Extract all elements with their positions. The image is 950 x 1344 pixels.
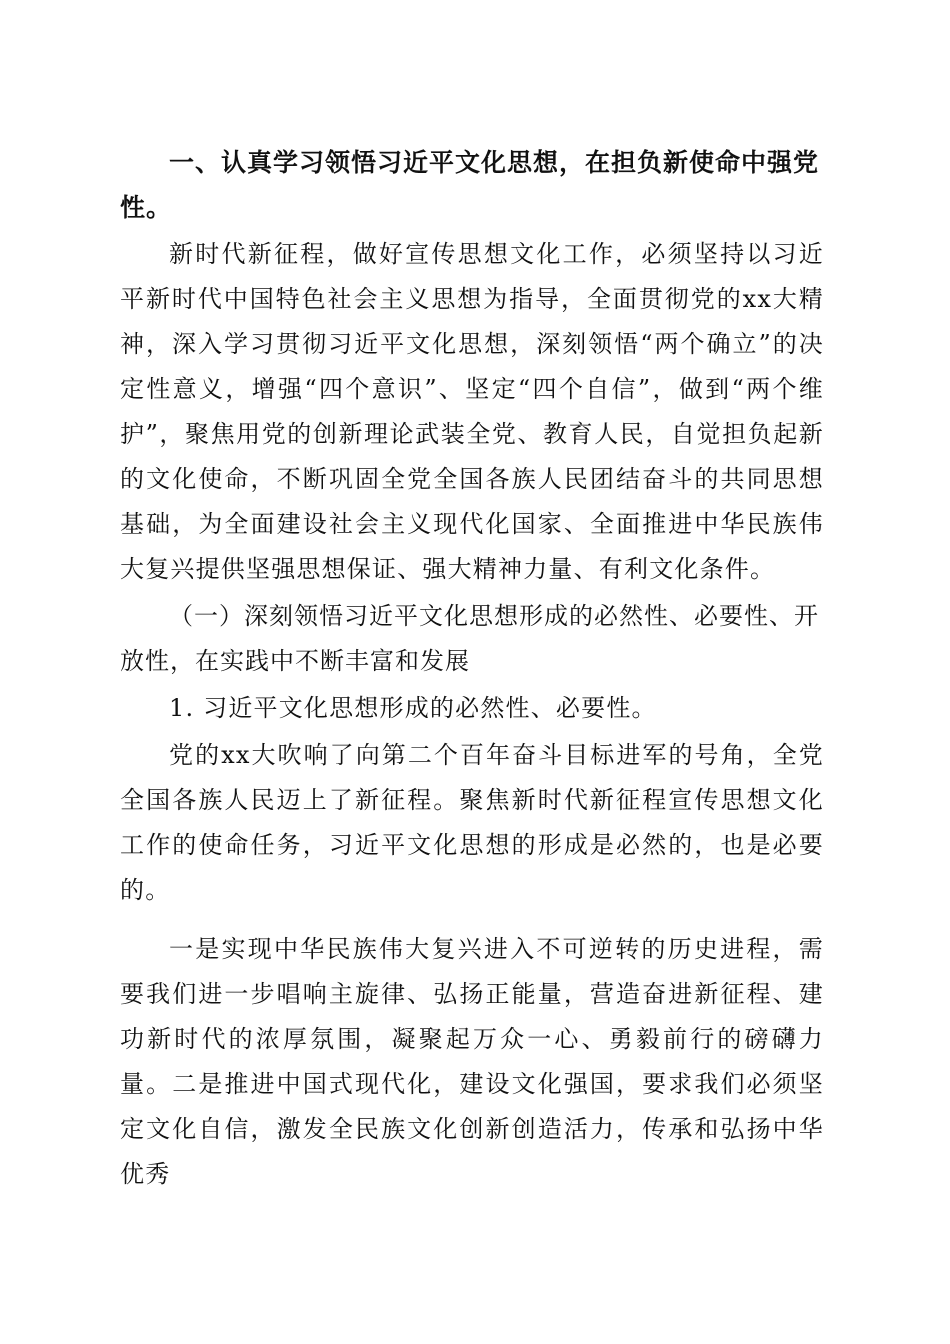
body-paragraph: 党的xx大吹响了向第二个百年奋斗目标进军的号角，全党全国各族人民迈上了新征程。聚焦新时代新征程宣传思想文化工作的使命任务，习近平文化思想的形成是必然的，也是必要的。 [120, 741, 824, 904]
subsection-heading: （一）深刻领悟习近平文化思想形成的必然性、必要性、开放性，在实践中不断丰富和发展 [120, 602, 819, 675]
document-body [120, 140, 824, 1197]
section-heading: 一、认真学习领悟习近平文化思想，在担负新使命中强党性。 [120, 148, 820, 222]
body-paragraph: 一是实现中华民族伟大复兴进入不可逆转的历史进程，需要我们进一步唱响主旋律、弘扬正能量，营造奋进新征程、建功新时代的浓厚氛围，凝聚起万众一心、勇毅前行的磅礴力量。二是推进中国式现代化，建设文化强国，要求我们必须坚定文化自信，激发全民族文化创新创造活力，传承和弘扬中华优秀 [120, 935, 824, 1188]
numbered-heading: 1. 习近平文化思想形成的必然性、必要性。 [169, 694, 657, 722]
body-paragraph: 新时代新征程，做好宣传思想文化工作，必须坚持以习近平新时代中国特色社会主义思想为指导，全面贯彻党的xx大精神，深入学习贯彻习近平文化思想，深刻领悟“两个确立”的决定性意义，增强“四个意识”、坚定“四个自信”，做到“两个维护”，聚焦用党的创新理论武装全党、教育人民，自觉担负起新的文化使命，不断巩固全党全国各族人民团结奋斗的共同思想基础，为全面建设社会主义现代化国家、全面推进中华民族伟大复兴提供坚强思想保证、强大精神力量、有利文化条件。 [120, 240, 824, 583]
